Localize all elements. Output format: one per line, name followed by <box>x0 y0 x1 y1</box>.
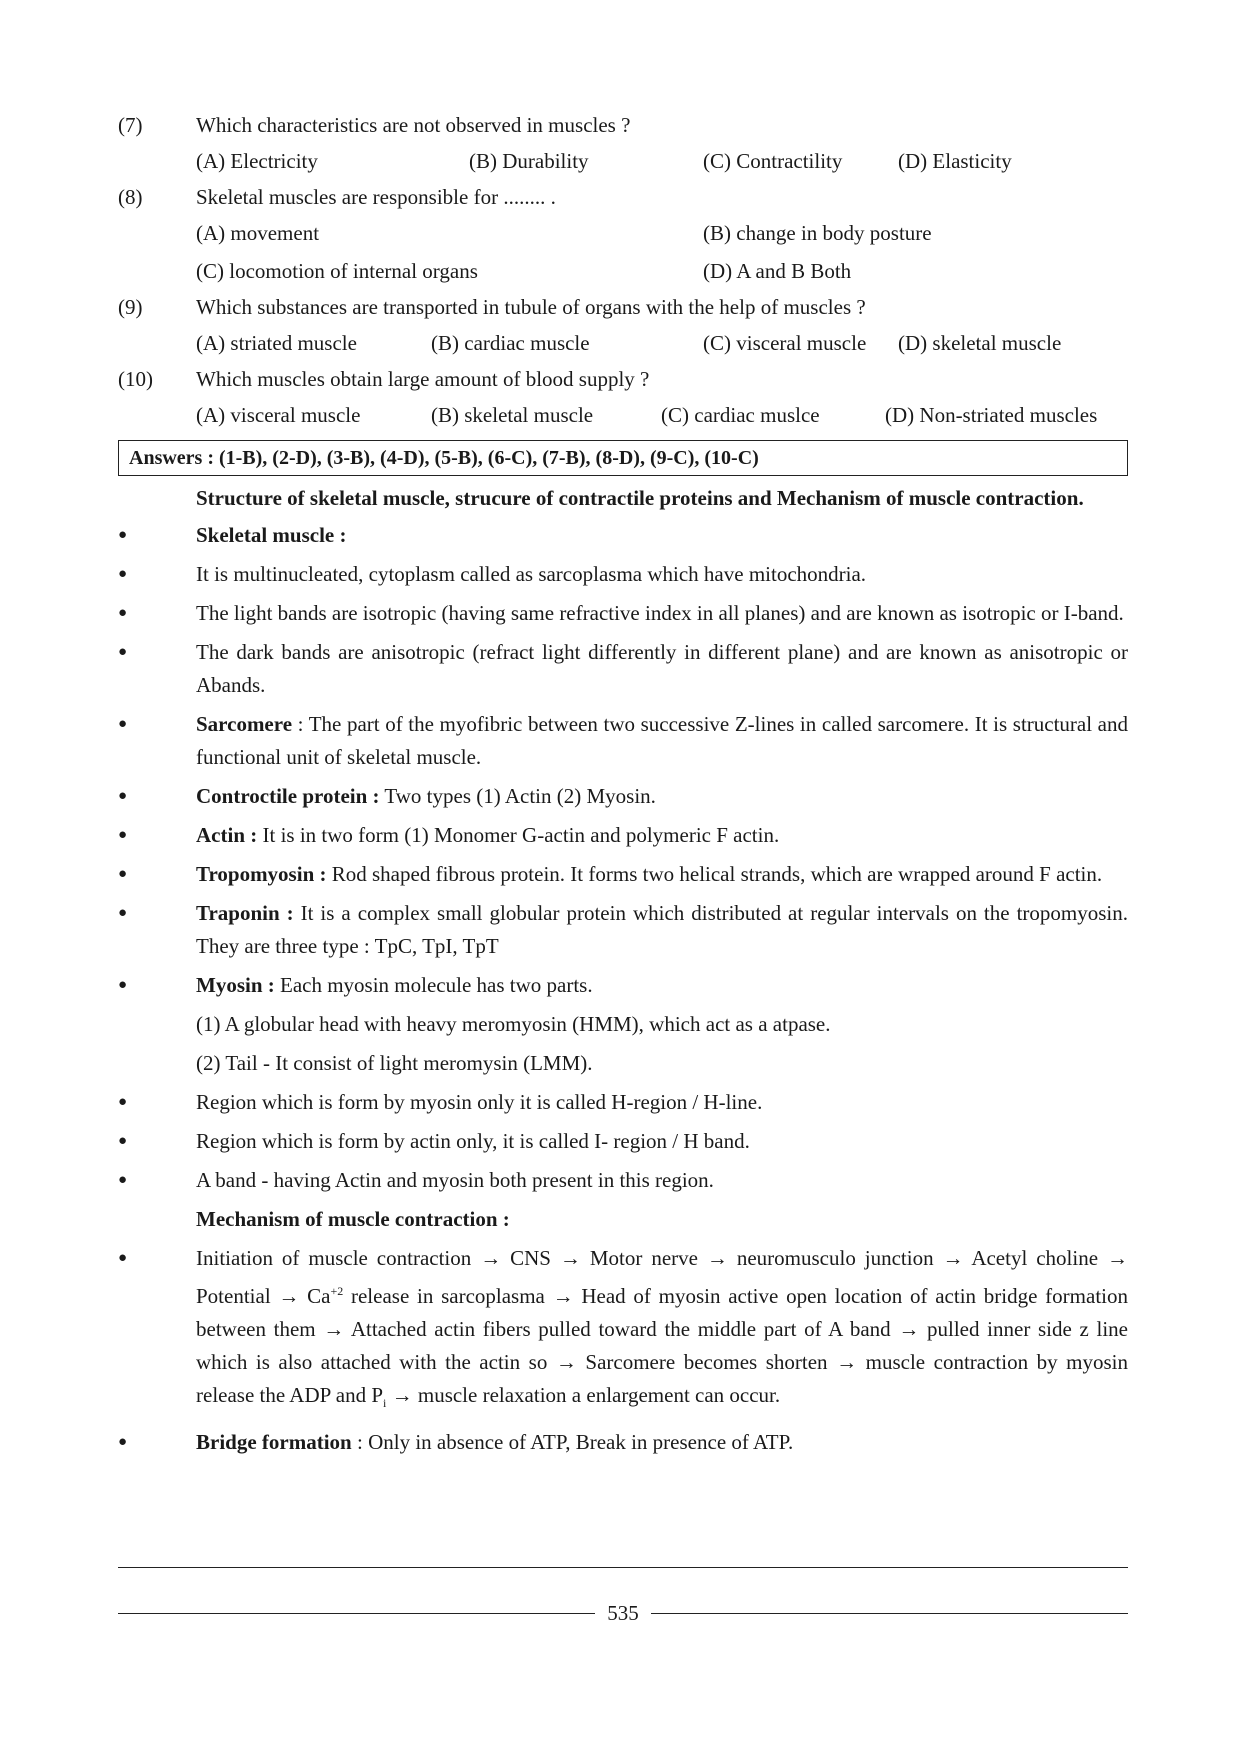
option: (D) skeletal muscle <box>898 330 1062 355</box>
bullet-icon: ● <box>118 716 128 732</box>
question-7 <box>118 108 1128 142</box>
mechanism-text <box>196 1242 1128 1420</box>
bullet-icon: ● <box>118 644 128 660</box>
answers-box: Answers : (1-B), (2-D), (3-B), (4-D), (5-B), (6-C), (7-B), (8-D), (9-C), (10-C) <box>118 440 1128 476</box>
option: (A) movement <box>196 220 320 245</box>
footer-rule <box>118 1567 1128 1568</box>
bullet-text: Region which is form by myosin only it is called H-region / H-line. <box>196 1090 763 1114</box>
bullet-term: Sarcomere <box>196 712 293 736</box>
option: (A) Electricity <box>196 148 318 173</box>
question-number: (8) <box>118 184 143 209</box>
question-number: (7) <box>118 112 143 137</box>
myosin-part-1: (1) A globular head with heavy meromyosin (HMM), which act as a atpase. <box>196 1012 831 1036</box>
options-9 <box>118 324 1128 362</box>
bullet-term: Tropomyosin : <box>196 862 327 886</box>
option: (B) skeletal muscle <box>431 402 594 427</box>
question-10 <box>118 362 1128 396</box>
option: (C) cardiac muslce <box>661 402 820 427</box>
bullet-text: : The part of the myofibric between two successive Z-lines in called sarcomere. It is structural and functional unit of skeletal muscle. <box>196 712 1128 769</box>
bullet-icon: ● <box>118 566 128 582</box>
bullet-item <box>118 708 1128 774</box>
bullet-item <box>118 1086 1128 1119</box>
bullet-item <box>118 819 1128 852</box>
bullet-icon: ● <box>118 827 128 843</box>
bullet-icon: ● <box>118 788 128 804</box>
bullet-item <box>118 858 1128 891</box>
bullet-item <box>118 969 1128 1002</box>
bullet-item <box>118 1164 1128 1197</box>
options-7 <box>118 142 1128 180</box>
footer-line-right <box>651 1613 1128 1614</box>
calcium-charge: +2 <box>330 1284 344 1298</box>
option: (B) Durability <box>469 148 589 173</box>
bullet-term: Myosin : <box>196 973 275 997</box>
bullet-item <box>118 897 1128 963</box>
bullet-item <box>118 519 1128 552</box>
bullet-icon: ● <box>118 605 128 621</box>
bullet-icon: ● <box>118 1434 128 1451</box>
question-text: Skeletal muscles are responsible for ........ . <box>196 184 556 209</box>
bullet-text: Each myosin molecule has two parts. <box>274 973 593 997</box>
question-number: (10) <box>118 366 153 391</box>
bullet-item <box>118 1242 1128 1420</box>
bullet-text: Two types (1) Actin (2) Myosin. <box>379 784 656 808</box>
option: (A) visceral muscle <box>196 402 361 427</box>
question-9 <box>118 290 1128 324</box>
bullet-text: : Only in absence of ATP, Break in presence of ATP. <box>351 1430 794 1455</box>
bullet-item <box>118 1125 1128 1158</box>
option: (D) A and B Both <box>703 258 852 283</box>
bullet-term: Bridge formation <box>196 1430 352 1455</box>
section-heading: Structure of skeletal muscle, strucure of contractile proteins and Mechanism of muscle contraction. <box>196 486 1084 510</box>
bullet-icon: ● <box>118 905 128 921</box>
option: (A) striated muscle <box>196 330 357 355</box>
bullet-text: The dark bands are anisotropic (refract light differently in different plane) and are known as anisotropic or Abands. <box>196 640 1128 697</box>
mechanism-part-3: → muscle relaxation a enlargement can occur. <box>386 1383 781 1407</box>
footer-line-left <box>118 1613 595 1614</box>
mechanism-part-1: Initiation of muscle contraction → CNS → Motor nerve → neuromusculo junction → Acetyl choline → Potential → Ca <box>196 1246 1128 1308</box>
options-10 <box>118 396 1128 434</box>
option: (C) locomotion of internal organs <box>196 258 478 283</box>
option: (D) Elasticity <box>898 148 1012 173</box>
option: (C) Contractility <box>703 148 843 173</box>
options-8a <box>118 214 1128 252</box>
mechanism-part-2: release in sarcoplasma → Head of myosin active open location of actin bridge formation between them → Attached actin fibers pulled toward the middle part of A band → pulled inner side z line which is also attached with the actin so → Sarcomere becomes shorten → muscle contraction by myosin release the ADP and P <box>196 1284 1128 1407</box>
bullet-icon: ● <box>118 977 128 993</box>
bullet-text: The light bands are isotropic (having same refractive index in all planes) and are known as isotropic or I-band. <box>196 601 1124 625</box>
bullet-text: Region which is form by actin only, it is called I- region / H band. <box>196 1129 750 1153</box>
bullet-term: Actin : <box>196 823 258 847</box>
bullet-item <box>118 780 1128 813</box>
question-text: Which characteristics are not observed in muscles ? <box>196 112 631 137</box>
bullet-item <box>118 1426 1128 1459</box>
question-text: Which substances are transported in tubule of organs with the help of muscles ? <box>196 294 866 319</box>
option: (B) change in body posture <box>703 220 932 245</box>
bullet-item <box>118 597 1128 630</box>
bullet-icon: ● <box>118 1094 128 1110</box>
bullet-term: Traponin : <box>196 901 294 925</box>
bullet-text: Rod shaped fibrous protein. It forms two helical strands, which are wrapped around F actin. <box>326 862 1103 886</box>
option: (D) Non-striated muscles <box>885 402 1098 427</box>
bullet-term: Controctile protein : <box>196 784 380 808</box>
bullet-text: It is multinucleated, cytoplasm called as sarcoplasma which have mitochondria. <box>196 562 867 586</box>
bullet-title: Skeletal muscle : <box>196 523 347 547</box>
option: (C) visceral muscle <box>703 330 867 355</box>
bullet-icon: ● <box>118 1133 128 1149</box>
options-8b <box>118 252 1128 290</box>
page-content <box>118 108 1128 1465</box>
mechanism-heading: Mechanism of muscle contraction : <box>196 1207 510 1231</box>
question-text: Which muscles obtain large amount of blood supply ? <box>196 366 650 391</box>
question-number: (9) <box>118 294 143 319</box>
bullet-text: A band - having Actin and myosin both present in this region. <box>196 1168 714 1192</box>
bullet-text: It is a complex small globular protein which distributed at regular intervals on the tropomyosin. They are three type : TpC, TpI, TpT <box>196 901 1128 958</box>
bullet-item <box>118 558 1128 591</box>
page-footer <box>118 1601 1128 1626</box>
mechanism-heading-row <box>118 1203 1128 1236</box>
bullet-text: It is in two form (1) Monomer G-actin and polymeric F actin. <box>257 823 780 847</box>
bullet-icon: ● <box>118 1250 128 1266</box>
page-number: 535 <box>607 1601 639 1625</box>
bullet-item <box>118 636 1128 702</box>
phosphate-subscript: i <box>383 1396 387 1411</box>
bullet-icon: ● <box>118 1172 128 1188</box>
option: (B) cardiac muscle <box>431 330 590 355</box>
myosin-part-2: (2) Tail - It consist of light meromysin (LMM). <box>196 1051 593 1075</box>
bullet-icon: ● <box>118 866 128 882</box>
question-8 <box>118 180 1128 214</box>
bullet-icon: ● <box>118 527 128 543</box>
